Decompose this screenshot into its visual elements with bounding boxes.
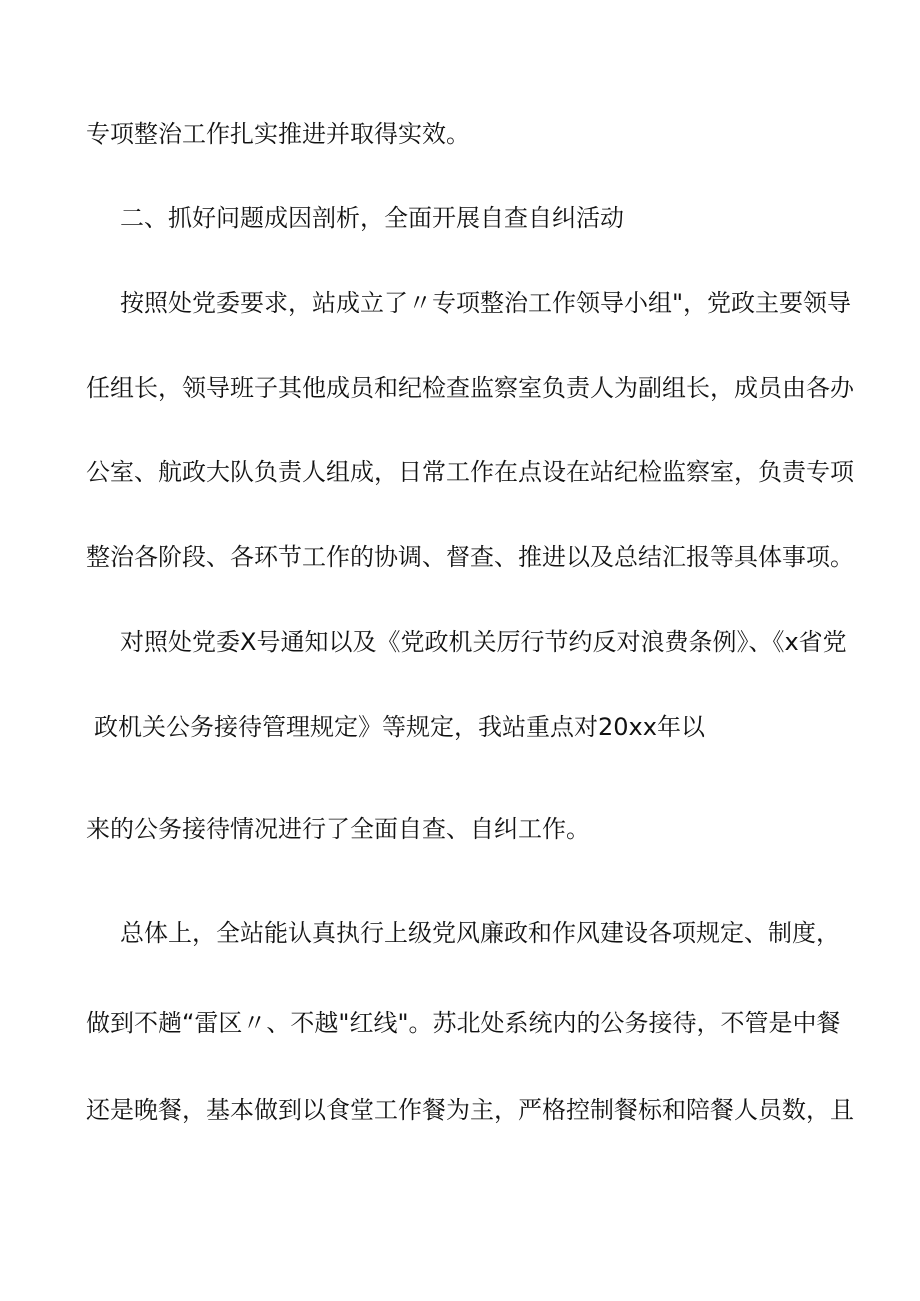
text-line: 专项整治工作扎实推进并取得实效。 xyxy=(86,120,470,148)
text-line: 总体上，全站能认真执行上级党风廉政和作风建设各项规定、制度， xyxy=(120,919,840,947)
text-line: 来的公务接待情况进行了全面自查、自纠工作。 xyxy=(86,815,590,843)
text-line: 做到不趟“雷区〃、不越"红线"。苏北处系统内的公务接待，不管是中餐 xyxy=(86,1009,841,1037)
text-line: 对照处党委X号通知以及《党政机关厉行节约反对浪费条例》、《x省党 xyxy=(120,628,847,656)
text-line: 政机关公务接待管理规定》等规定，我站重点对20xx年以 xyxy=(94,713,705,741)
text-line: 任组长，领导班子其他成员和纪检查监察室负责人为副组长，成员由各办 xyxy=(86,374,854,402)
text-line: 还是晚餐，基本做到以食堂工作餐为主，严格控制餐标和陪餐人员数，且 xyxy=(86,1096,854,1124)
text-line: 公室、航政大队负责人组成，日常工作在点设在站纪检监察室，负责专项 xyxy=(86,458,854,486)
text-line: 整治各阶段、各环节工作的协调、督查、推进以及总结汇报等具体事项。 xyxy=(86,543,854,571)
section-heading: 二、抓好问题成因剖析，全面开展自查自纠活动 xyxy=(120,204,624,232)
text-line: 按照处党委要求，站成立了〃专项整治工作领导小组"，党政主要领导 xyxy=(120,289,852,317)
